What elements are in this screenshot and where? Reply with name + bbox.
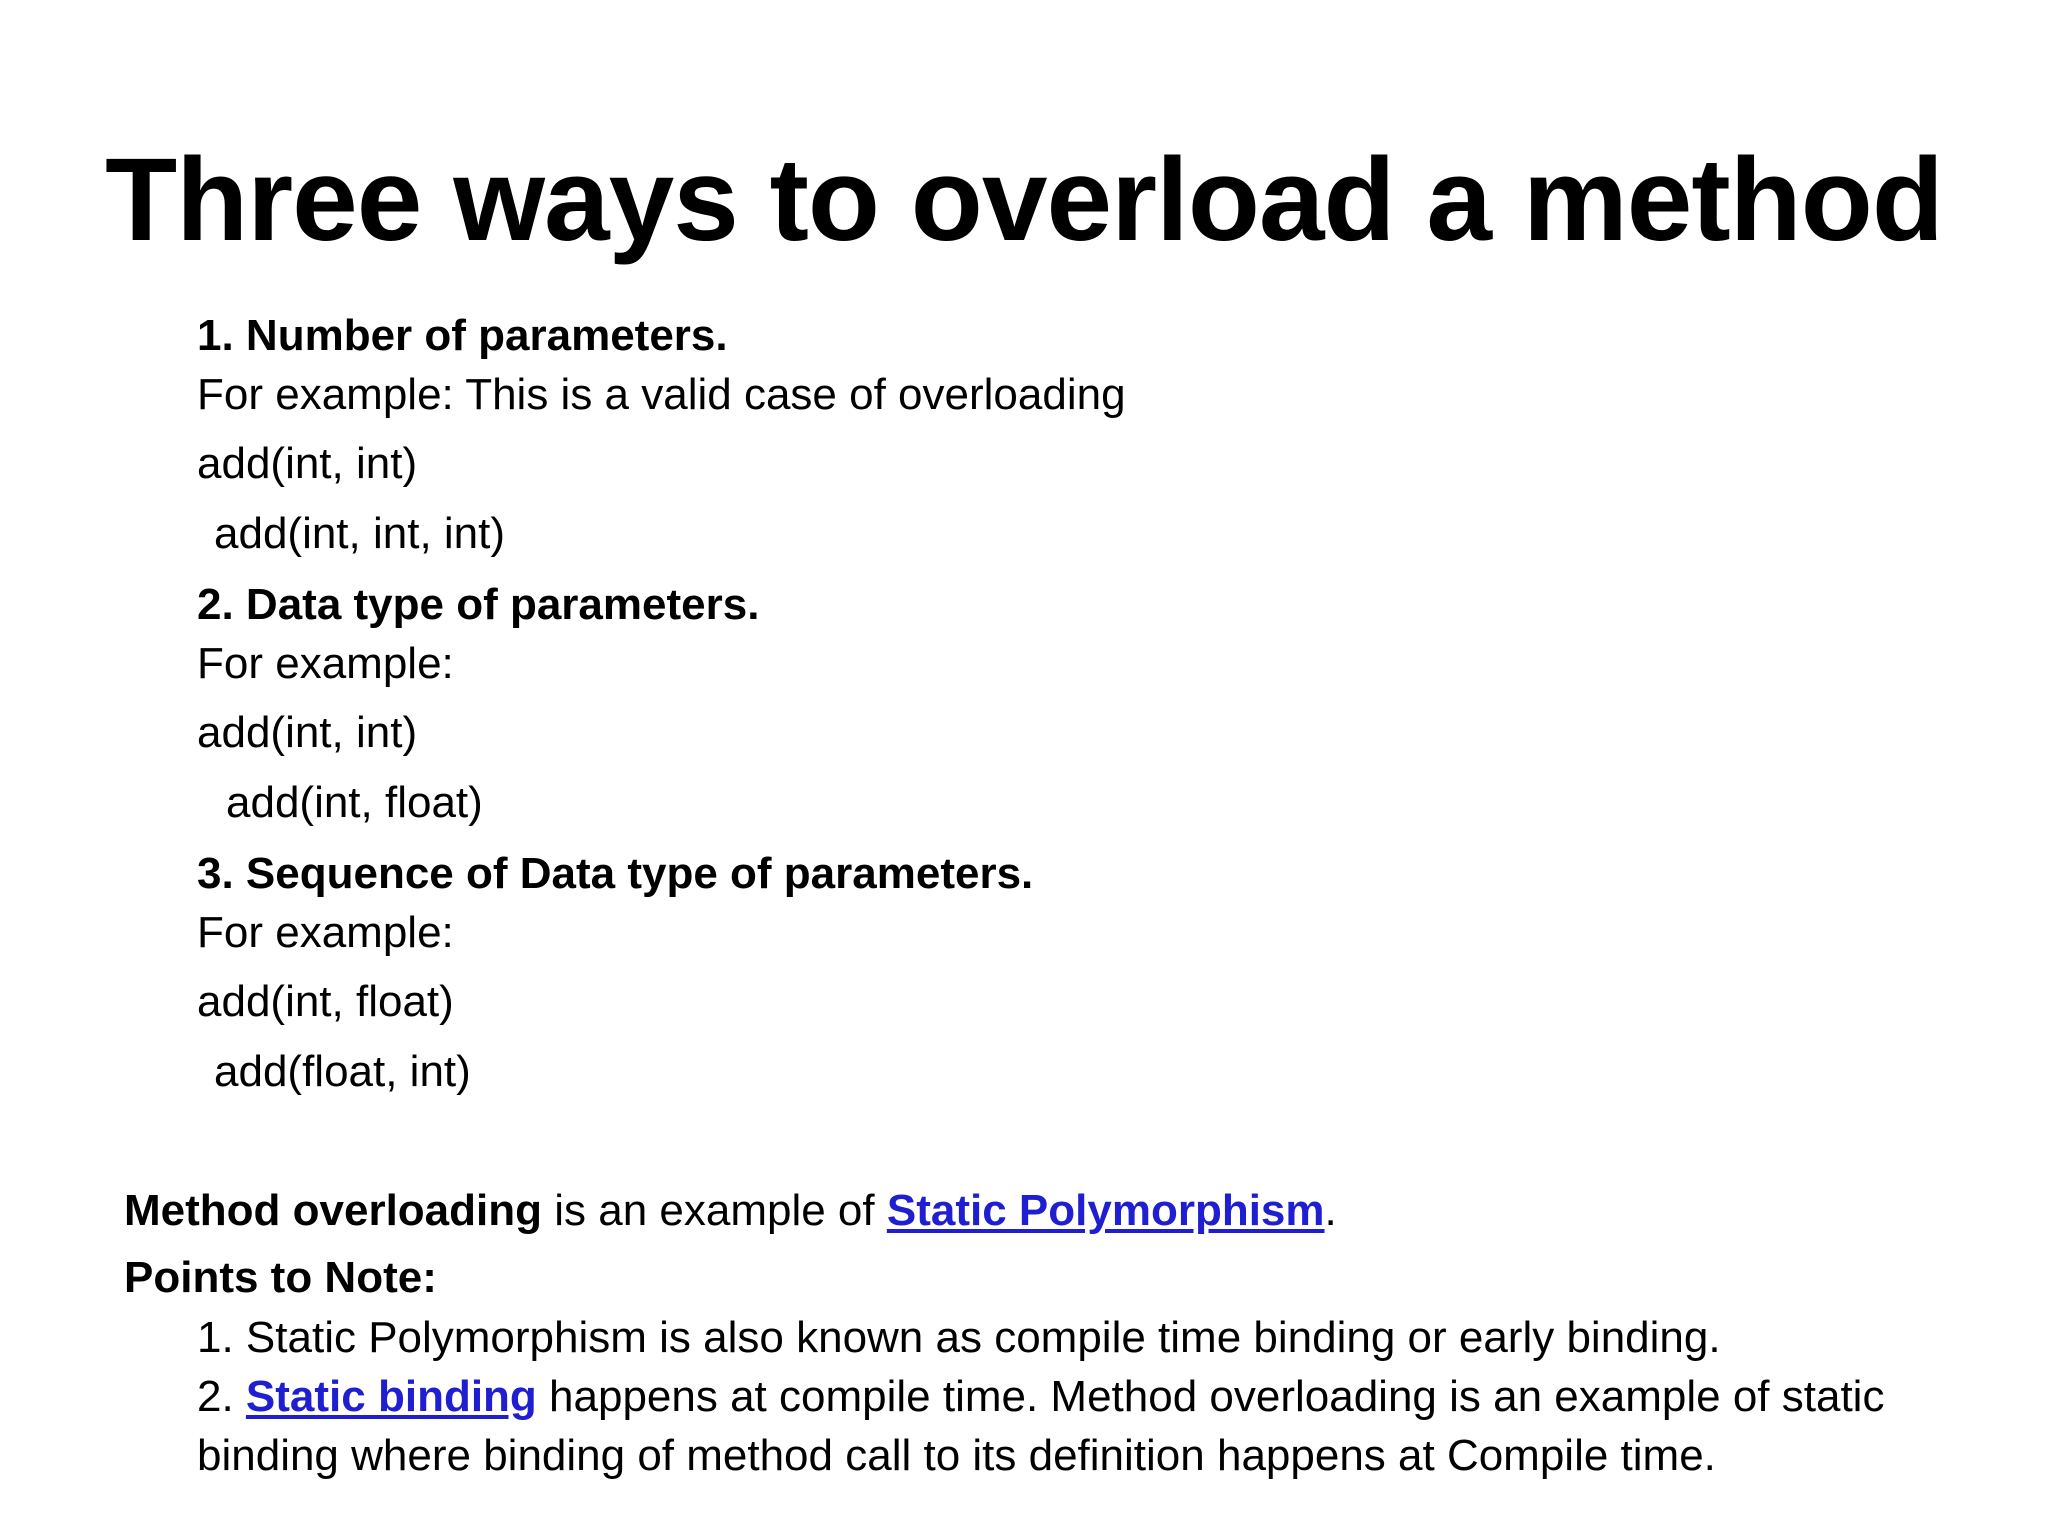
way-3-intro: For example:: [197, 908, 454, 957]
summary-line: [124, 1183, 1337, 1239]
way-3-heading: 3. Sequence of Data type of parameters.: [197, 849, 1034, 898]
way-2-example-b: add(int, float): [226, 778, 483, 827]
points-heading: Points to Note:: [124, 1253, 437, 1302]
way-1-example-b: add(int, int, int): [214, 509, 506, 558]
point-2: [197, 1369, 1884, 1425]
way-2-intro: For example:: [197, 639, 454, 688]
point-1: 1. Static Polymorphism is also known as compile time binding or early binding.: [197, 1313, 1721, 1362]
summary-middle: is an example of: [542, 1186, 887, 1235]
point-2-prefix: 2.: [197, 1372, 246, 1421]
way-2-heading: 2. Data type of parameters.: [197, 580, 760, 629]
static-binding-link[interactable]: Static binding: [245, 1372, 537, 1421]
point-2-rest: happens at compile time. Method overloading is an example of static: [536, 1372, 1885, 1421]
summary-term: Method overloading: [124, 1186, 542, 1235]
static-polymorphism-link[interactable]: Static Polymorphism: [886, 1186, 1325, 1235]
way-3-example-a: add(int, float): [197, 977, 454, 1026]
way-2-example-a: add(int, int): [197, 708, 418, 757]
slide-title: Three ways to overload a method: [105, 134, 1943, 266]
summary-end: .: [1324, 1186, 1337, 1235]
way-1-intro: For example: This is a valid case of overloading: [197, 370, 1126, 419]
way-1-heading: 1. Number of parameters.: [197, 311, 728, 360]
way-3-example-b: add(float, int): [214, 1047, 471, 1096]
point-2-continuation: binding where binding of method call to its definition happens at Compile time.: [197, 1431, 1716, 1480]
way-1-example-a: add(int, int): [197, 439, 418, 488]
